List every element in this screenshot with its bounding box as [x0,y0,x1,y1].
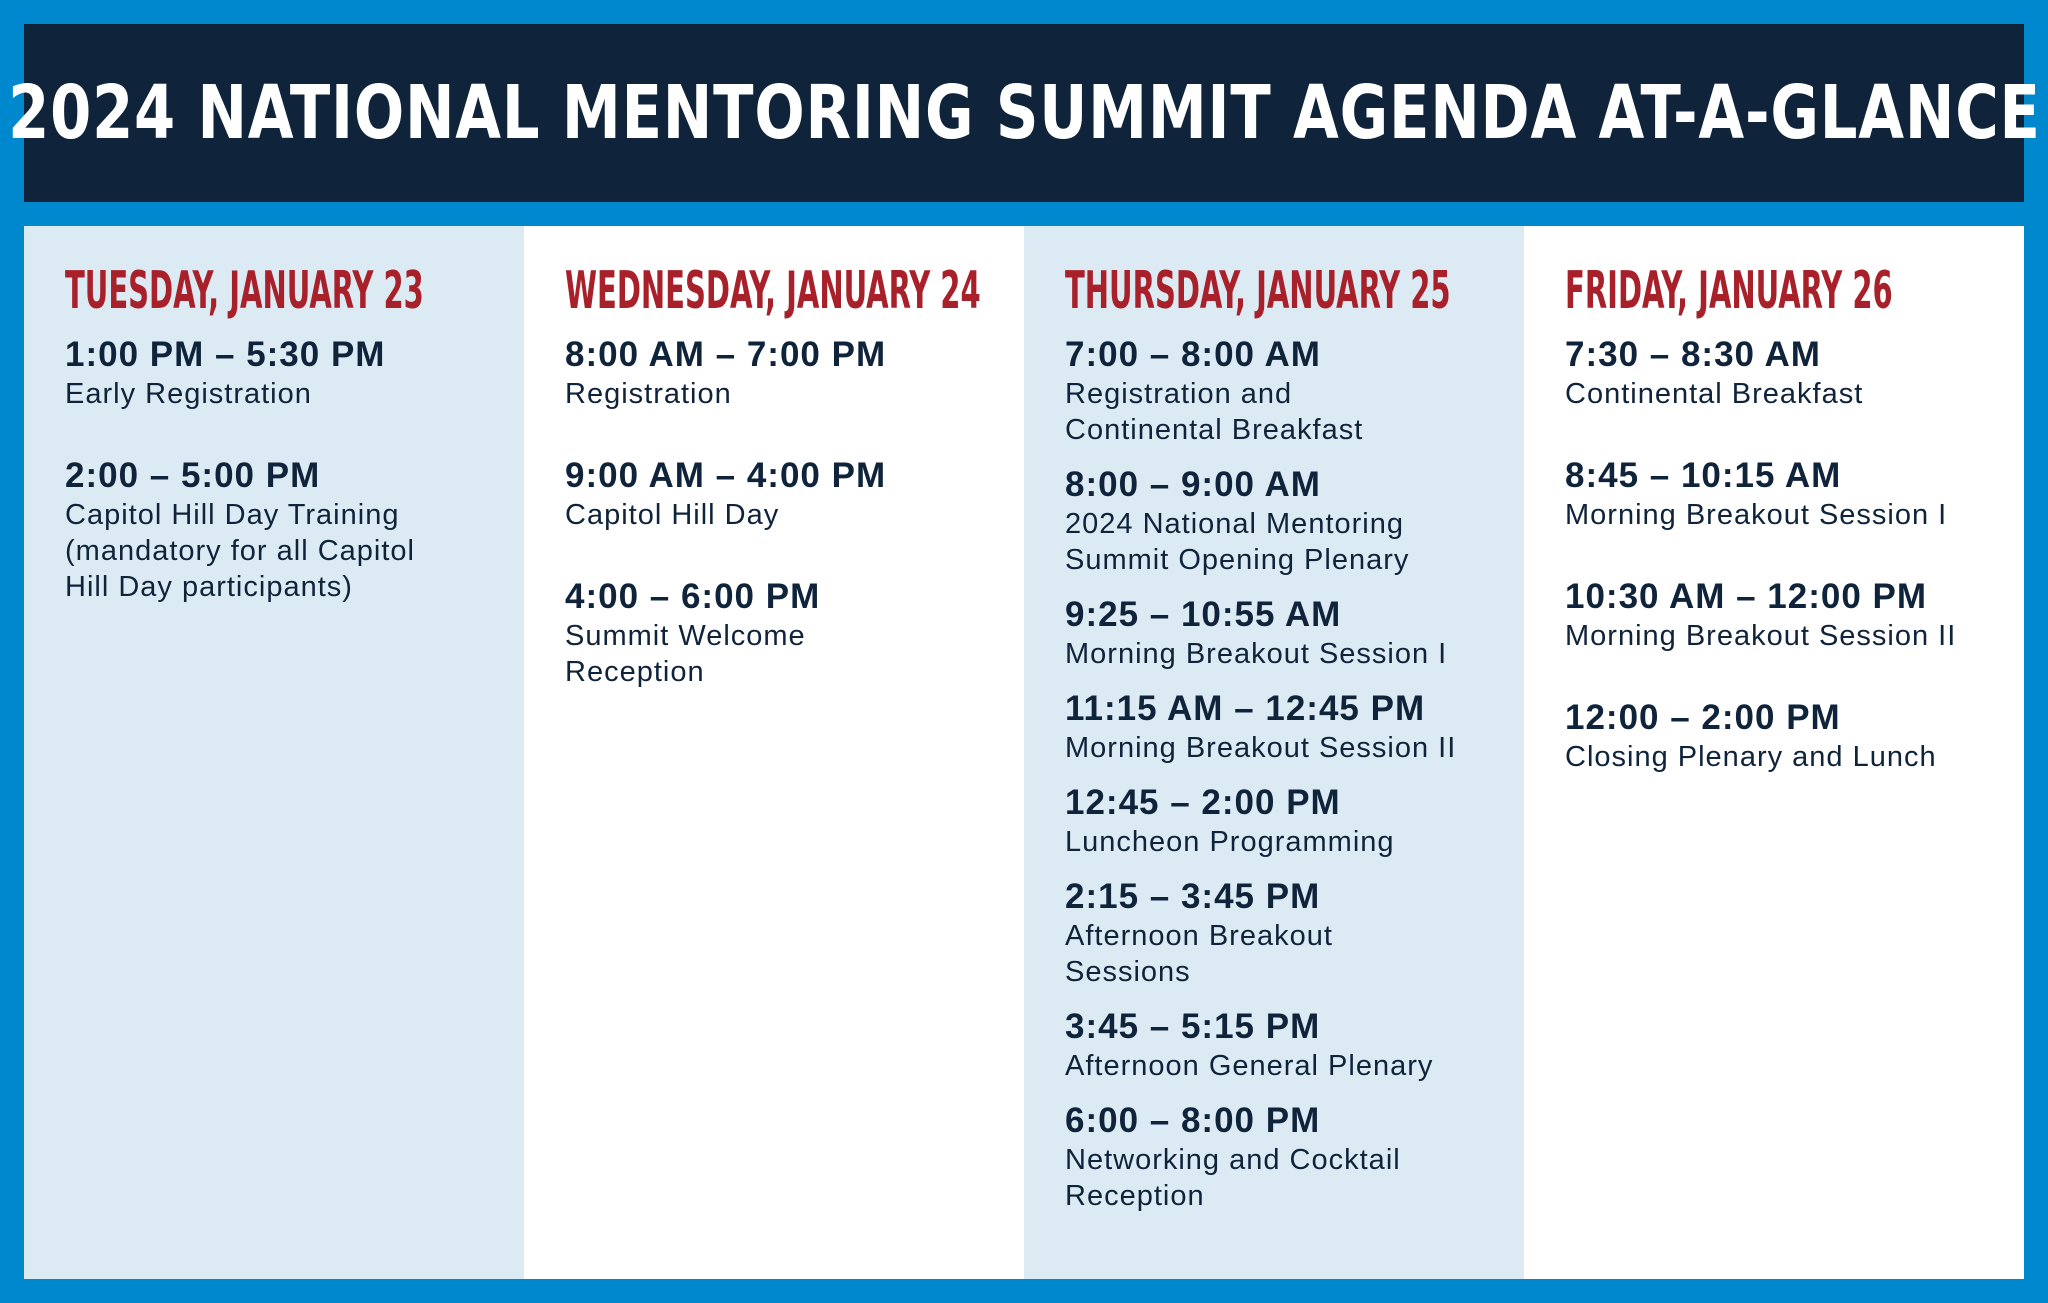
event-time: 9:25 – 10:55 AM [1065,595,1342,634]
day-heading: WEDNESDAY, JANUARY 24 [565,261,981,321]
agenda-item [1065,876,1504,990]
event-time: 11:15 AM – 12:45 PM [1065,689,1426,728]
event-time: 12:45 – 2:00 PM [1065,783,1341,822]
event-description: Registration and Continental Breakfast [1065,378,1364,446]
event-description: Afternoon General Plenary [1065,1050,1434,1082]
agenda-item [1565,334,2004,412]
agenda-item [1565,576,2004,654]
event-time: 9:00 AM – 4:00 PM [565,456,887,495]
day-heading: TUESDAY, JANUARY 23 [65,261,424,321]
agenda-item [1065,782,1504,860]
day-column-thursday [1024,226,1524,1279]
day-column-tuesday [24,226,524,1279]
event-description: Summit Welcome Reception [565,620,806,688]
event-description: Morning Breakout Session II [1065,732,1457,764]
event-time: 7:30 – 8:30 AM [1565,335,1821,374]
event-description: 2024 National Mentoring Summit Opening Plenary [1065,508,1410,576]
event-time: 6:00 – 8:00 PM [1065,1101,1321,1140]
agenda-item [1565,697,2004,775]
agenda-item [565,334,1004,412]
agenda-item [1065,334,1504,448]
event-time: 10:30 AM – 12:00 PM [1565,577,1928,616]
event-time: 2:00 – 5:00 PM [65,456,321,495]
agenda-item [65,334,504,412]
event-description: Continental Breakfast [1565,378,1864,410]
agenda-item [1065,688,1504,766]
event-time: 12:00 – 2:00 PM [1565,698,1841,737]
agenda-item [565,455,1004,533]
event-time: 2:15 – 3:45 PM [1065,877,1321,916]
agenda-columns [24,226,2024,1279]
event-description: Luncheon Programming [1065,826,1395,858]
day-column-friday [1524,226,2024,1279]
event-description: Capitol Hill Day Training (mandatory for all Capitol Hill Day participants) [65,499,415,603]
event-description: Closing Plenary and Lunch [1565,741,1937,773]
event-time: 8:45 – 10:15 AM [1565,456,1842,495]
event-description: Registration [565,378,732,410]
event-description: Morning Breakout Session II [1565,620,1957,652]
event-time: 8:00 AM – 7:00 PM [565,335,887,374]
event-description: Networking and Cocktail Reception [1065,1144,1401,1212]
agenda-item [65,455,504,605]
agenda-item [1565,455,2004,533]
event-time: 1:00 PM – 5:30 PM [65,335,386,374]
event-time: 3:45 – 5:15 PM [1065,1007,1321,1046]
event-description: Capitol Hill Day [565,499,780,531]
agenda-item [1065,464,1504,578]
agenda-item [1065,1100,1504,1214]
day-column-wednesday [524,226,1024,1279]
day-heading: THURSDAY, JANUARY 25 [1065,261,1451,321]
day-heading: FRIDAY, JANUARY 26 [1565,261,1893,321]
event-time: 8:00 – 9:00 AM [1065,465,1321,504]
title-bar [7,24,2041,202]
agenda-item [565,576,1004,690]
event-description: Afternoon Breakout Sessions [1065,920,1333,988]
event-time: 7:00 – 8:00 AM [1065,335,1321,374]
agenda-item [1065,594,1504,672]
event-description: Early Registration [65,378,312,410]
agenda-item [1065,1006,1504,1084]
event-description: Morning Breakout Session I [1065,638,1448,670]
event-time: 4:00 – 6:00 PM [565,577,821,616]
page-title: 2024 NATIONAL MENTORING SUMMIT AGENDA AT-A-GLANCE [7,70,2041,156]
event-description: Morning Breakout Session I [1565,499,1948,531]
